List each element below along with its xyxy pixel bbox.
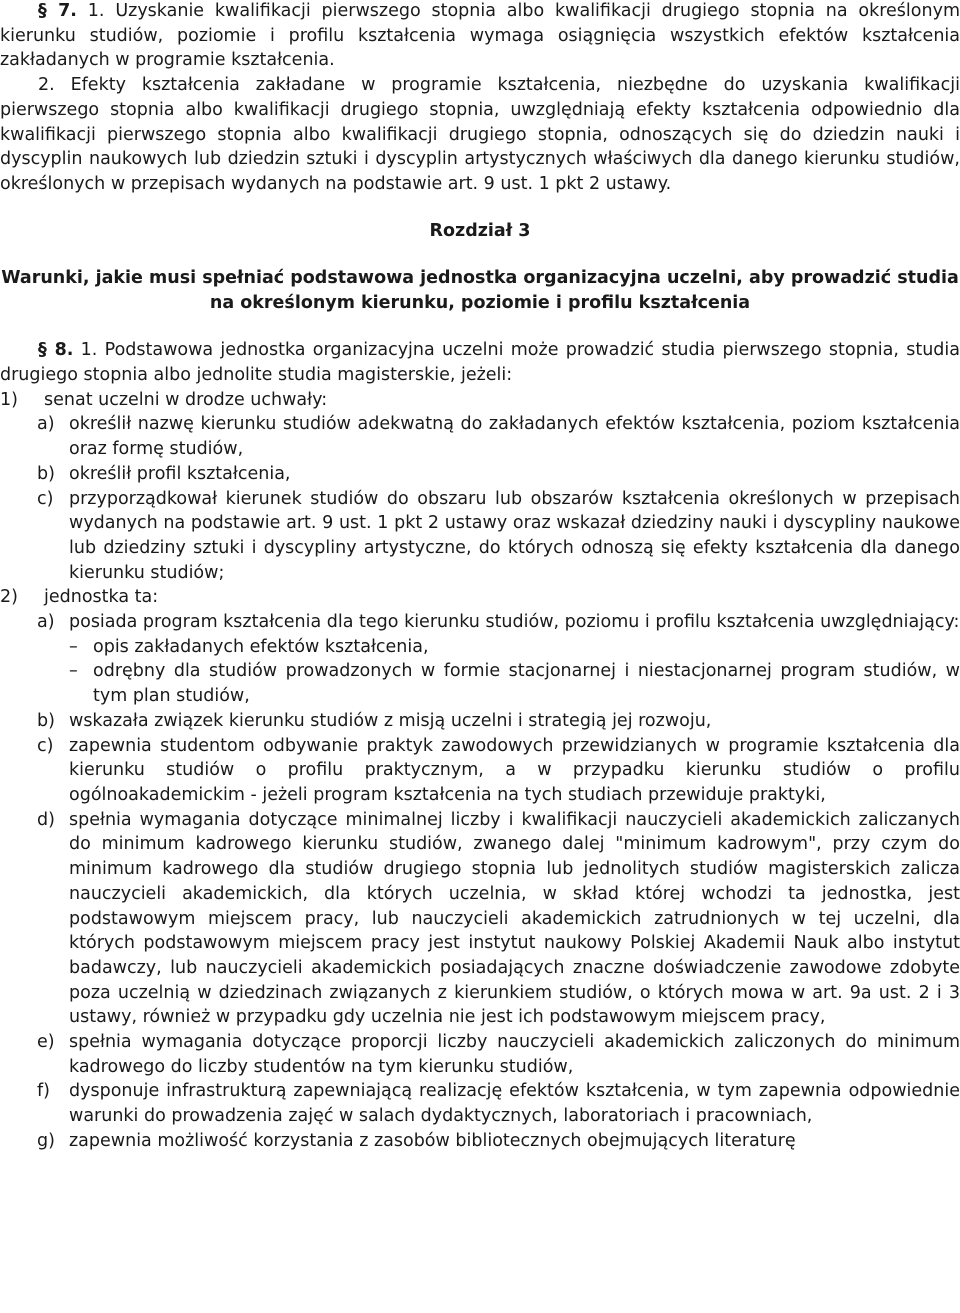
section-7-paragraph-1 xyxy=(0,0,960,73)
sub-item xyxy=(37,462,960,487)
section-number: 8. xyxy=(54,340,74,361)
sub-item-letter: b) xyxy=(37,710,55,731)
dash-item-text: odrębny dla studiów prowadzonych w formie stacjonarnej i niestacjonarnej program studiów, w tym plan studiów, xyxy=(93,661,960,707)
paragraph-text: Podstawowa jednostka organizacyjna uczelni może prowadzić studia pierwszego stopnia, studia drugiego stopnia albo jednolite studia magisterskie, jeżeli: xyxy=(0,340,960,386)
sub-item-letter: a) xyxy=(37,612,55,633)
sub-item-letter: g) xyxy=(37,1130,55,1151)
sub-item-text: wskazała związek kierunku studiów z misją uczelni i strategią jej rozwoju, xyxy=(69,710,712,731)
sub-item-letter: c) xyxy=(37,735,54,756)
sub-item xyxy=(37,1079,960,1128)
list-item xyxy=(0,388,960,413)
sub-item xyxy=(37,709,960,734)
dash-mark: – xyxy=(69,636,78,657)
paragraph-text: Uzyskanie kwalifikacji pierwszego stopnia albo kwalifikacji drugiego stopnia na określonym kierunku studiów, poziomie i profilu kształcenia wymaga osiągnięcia wszystkich efektów kształcenia zakładanych w programie kształcenia. xyxy=(0,1,960,71)
chapter-title: Warunki, jakie musi spełniać podstawowa jednostka organizacyjna uczelni, aby prowadzić studia na określonym kierunku, poziomie i profilu kształcenia xyxy=(1,268,959,314)
item-text: jednostka ta: xyxy=(44,587,159,608)
sub-item-text: dysponuje infrastrukturą zapewniającą realizację efektów kształcenia, w tym zapewnia odpowiednie warunki do prowadzenia zajęć w salach dydaktycznych, laboratoriach i pracowniach, xyxy=(69,1081,960,1127)
sub-item-letter: f) xyxy=(37,1081,50,1102)
section-7-paragraph-2 xyxy=(0,73,960,197)
sub-item-text: zapewnia studentom odbywanie praktyk zawodowych przewidzianych w programie kształcenia dla kierunku studiów o profilu praktycznym, a w przypadku kierunku studiów o profilu ogólnoakademickim - jeżeli program kształcenia na tych studiach przewiduje praktyki, xyxy=(69,735,960,805)
sub-item xyxy=(37,610,960,635)
sub-item xyxy=(37,808,960,1030)
paragraph-number: 1. xyxy=(80,340,98,361)
dash-mark: – xyxy=(69,661,78,682)
sub-item-text: zapewnia możliwość korzystania z zasobów bibliotecznych obejmujących literaturę xyxy=(69,1130,796,1151)
sub-item-letter: a) xyxy=(37,414,55,435)
list-item xyxy=(0,585,960,610)
sub-item-text: spełnia wymagania dotyczące minimalnej liczby i kwalifikacji nauczycieli akademickich zaliczanych do minimum kadrowego kierunku studiów, zwanego dalej "minimum kadrowym", przy czym do minimum kadrowego dla studiów drugiego stopnia lub jednolitych studiów magisterskich zalicza nauczycieli akademickich, dla których uczelnia, w skład której wchodzi ta jednostka, jest podstawowym miejscem pracy, lub nauczycieli akademickich zatrudnionych w tej uczelni, dla których podstawowym miejscem pracy jest instytut naukowy Polskiej Akademii Nauk albo instytut badawczy, lub nauczycieli akademickich posiadających znaczne doświadczenie zawodowe zdobyte poza uczelnią w dziedzinach związanych z kierunkiem studiów, o których mowa w art. 9a ust. 2 i 3 ustawy, również w przypadku gdy uczelnia nie jest ich podstawowym miejscem pracy, xyxy=(69,809,960,1028)
section-number: 7. xyxy=(58,1,77,21)
sub-item-letter: e) xyxy=(37,1032,55,1053)
sub-item-letter: c) xyxy=(37,488,54,509)
section-sign: § xyxy=(38,340,47,361)
dash-item xyxy=(69,659,960,708)
sub-item-text: spełnia wymagania dotyczące proporcji liczby nauczycieli akademickich zaliczonych do minimum kadrowego do liczby studentów na tym kierunku studiów, xyxy=(69,1032,960,1077)
sub-item xyxy=(37,487,960,586)
paragraph-number: 1. xyxy=(87,1,105,21)
sub-item xyxy=(37,1030,960,1079)
sub-item xyxy=(37,412,960,461)
chapter-label: Rozdział 3 xyxy=(429,220,531,241)
sub-item xyxy=(37,734,960,808)
item-text: senat uczelni w drodze uchwały: xyxy=(44,389,328,410)
sub-item-text: przyporządkował kierunek studiów do obszaru lub obszarów kształcenia określonych w przepisach wydanych na podstawie art. 9 ust. 1 pkt 2 ustawy oraz wskazał dziedziny nauki i dyscypliny naukowe lub dziedziny sztuki i dyscypliny artystyczne, do których odnoszą się efekty kształcenia dla danego kierunku studiów; xyxy=(69,488,960,583)
item-number: 2) xyxy=(0,587,18,608)
dash-item-text: opis zakładanych efektów kształcenia, xyxy=(93,636,429,657)
item-number: 1) xyxy=(0,389,18,410)
sub-item-text: określił nazwę kierunku studiów adekwatną do zakładanych efektów kształcenia, poziom kształcenia oraz formę studiów, xyxy=(69,414,960,460)
dash-item xyxy=(69,635,960,660)
paragraph-text: Efekty kształcenia zakładane w programie kształcenia, niezbędne do uzyskania kwalifikacji pierwszego stopnia albo kwalifikacji drugiego stopnia, uwzględniają efekty kształcenia odpowiednio dla kwalifikacji pierwszego stopnia albo kwalifikacji drugiego stopnia, odnoszących się do dziedzin nauki i dyscyplin naukowych lub dziedzin sztuki i dyscyplin artystycznych właściwych dla danego kierunku studiów, określonych w przepisach wydanych na podstawie art. 9 ust. 1 pkt 2 ustawy. xyxy=(0,75,960,194)
sub-item-letter: d) xyxy=(37,809,55,830)
paragraph-number: 2. xyxy=(38,75,55,96)
section-8-paragraph-1 xyxy=(0,338,960,387)
sub-item xyxy=(37,1129,960,1154)
sub-item-text: określił profil kształcenia, xyxy=(69,463,291,484)
sub-item-letter: b) xyxy=(37,463,55,484)
section-sign: § xyxy=(38,1,47,21)
sub-item-text: posiada program kształcenia dla tego kierunku studiów, poziomu i profilu kształcenia uwzględniający: xyxy=(69,612,960,633)
